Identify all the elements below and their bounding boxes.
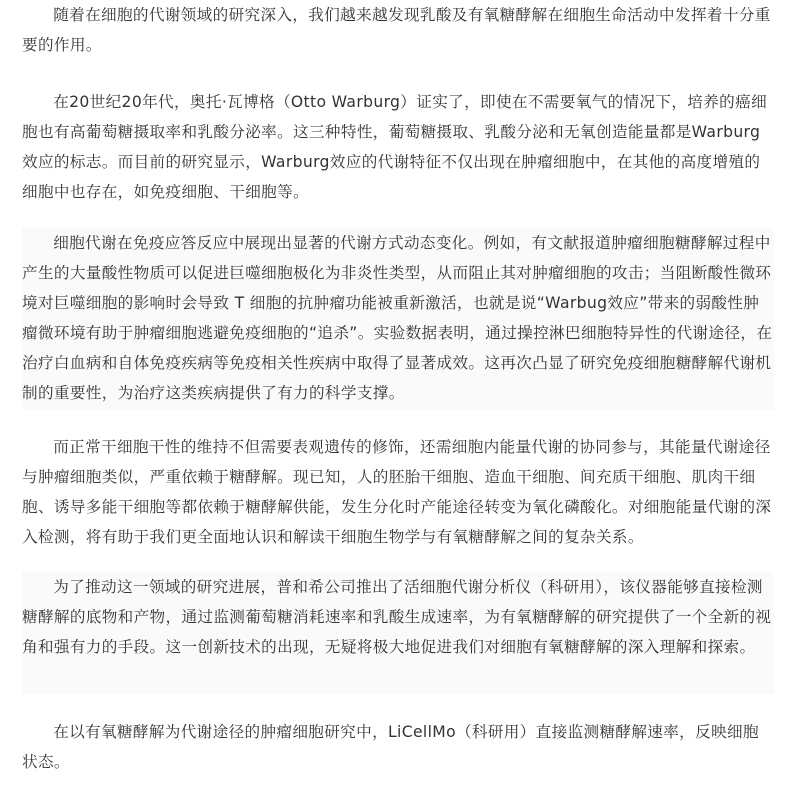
- paragraph-intro: 随着在细胞的代谢领域的研究深入，我们越来越发现乳酸及有氧糖酵解在细胞生命活动中发挥着十分重要的作用。: [22, 6, 771, 54]
- paragraph-licellmo: 在以有氧糖酵解为代谢途径的肿瘤细胞研究中，LiCellMo（科研用）直接监测糖酵解速率，反映细胞状态。: [22, 723, 759, 771]
- paragraph-immune-metabolism: 细胞代谢在免疫应答反应中展现出显著的代谢方式动态变化。例如，有文献报道肿瘤细胞糖酵解过程中产生的大量酸性物质可以促进巨噬细胞极化为非炎性类型，从而阻止其对肿瘤细胞的攻击；当阻断酸性微环境对巨噬细胞的影响时会导致 T 细胞的抗肿瘤功能被重新激活，也就是说“Warbug效应”带来的弱酸性肿瘤微环境有助于肿瘤细胞逃避免疫细胞的“追杀”。实验数据表明，通过操控淋巴细胞特异性的代谢途径，在治疗白血病和自体免疫疾病等免疫相关性疾病中取得了显著成效。这再次凸显了研究免疫细胞糖酵解代谢机制的重要性，为治疗这类疾病提供了有力的科学支撑。: [22, 228, 774, 410]
- paragraph-warburg-effect: 在20世纪20年代，奥托·瓦博格（Otto Warburg）证实了，即使在不需要氧气的情况下，培养的癌细胞也有高葡萄糖摄取率和乳酸分泌率。这三种特性，葡萄糖摄取、乳酸分泌和无氧创造能量都是Warburg效应的标志。而目前的研究显示，Warburg效应的代谢特征不仅出现在肿瘤细胞中，在其他的高度增殖的细胞中也存在，如免疫细胞、干细胞等。: [22, 93, 768, 201]
- paragraph-stem-cells: 而正常干细胞干性的维持不但需要表观遗传的修饰，还需细胞内能量代谢的协同参与，其能量代谢途径与肿瘤细胞类似，严重依赖于糖酵解。现已知，人的胚胎干细胞、造血干细胞、间充质干细胞、肌肉干细胞、诱导多能干细胞等都依赖于糖酵解供能，发生分化时产能途径转变为氧化磷酸化。对细胞能量代谢的深入检测，将有助于我们更全面地认识和解读干细胞生物学与有氧糖酵解之间的复杂关系。: [22, 438, 772, 546]
- paragraph-analyzer: 为了推动这一领域的研究进展，普和希公司推出了活细胞代谢分析仪（科研用），该仪器能够直接检测糖酵解的底物和产物，通过监测葡萄糖消耗速率和乳酸生成速率，为有氧糖酵解的研究提供了一个全新的视角和强有力的手段。这一创新技术的出现，无疑将极大地促进我们对细胞有氧糖酵解的深入理解和探索。: [22, 572, 774, 694]
